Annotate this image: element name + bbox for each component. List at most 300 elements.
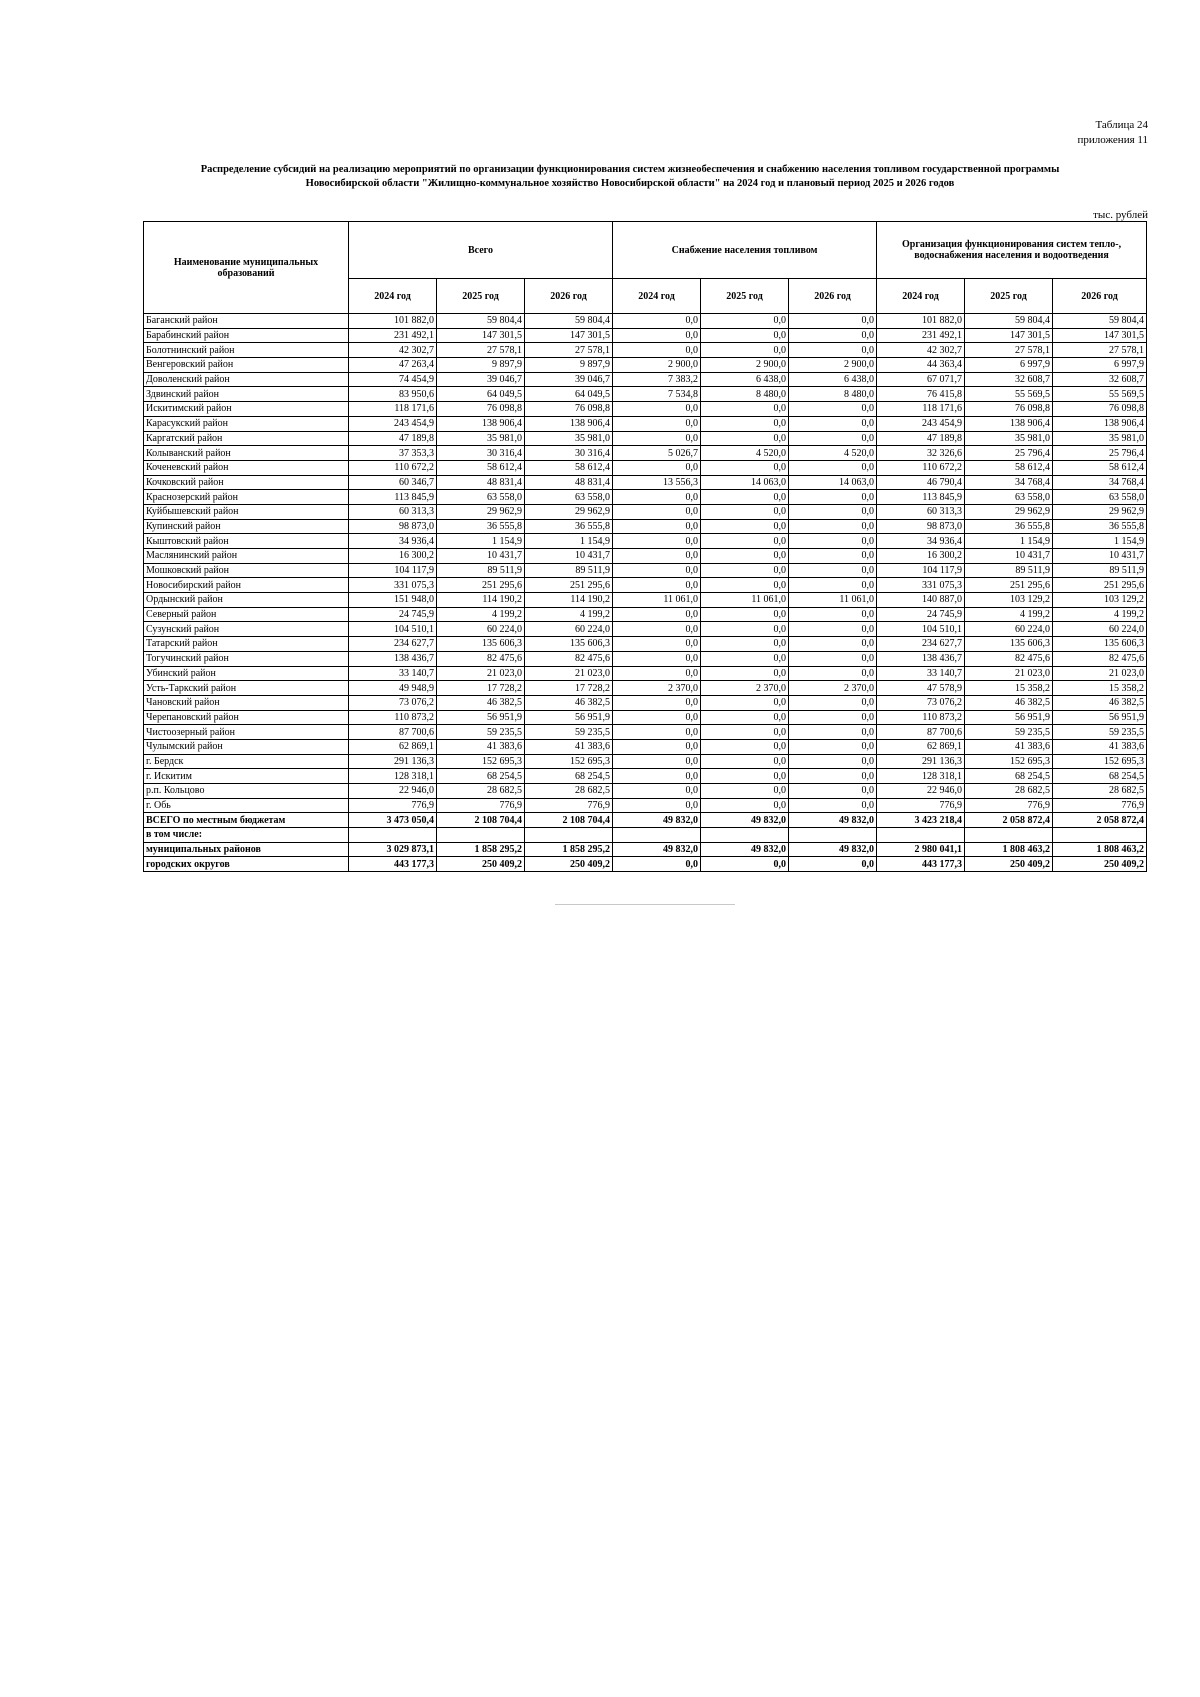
value-cell: 0,0 (701, 314, 789, 329)
value-cell: 0,0 (701, 798, 789, 813)
header-year: 2025 год (701, 279, 789, 314)
value-cell: 0,0 (701, 710, 789, 725)
header-year: 2024 год (613, 279, 701, 314)
row-name-cell: Кочковский район (144, 475, 349, 490)
row-name-cell: Чистоозерный район (144, 725, 349, 740)
value-cell: 1 154,9 (437, 534, 525, 549)
value-cell: 89 511,9 (1053, 563, 1147, 578)
value-cell: 103 129,2 (965, 593, 1053, 608)
value-cell: 231 492,1 (877, 328, 965, 343)
value-cell: 243 454,9 (877, 416, 965, 431)
row-name-cell: Убинский район (144, 666, 349, 681)
value-cell: 56 951,9 (437, 710, 525, 725)
value-cell: 250 409,2 (437, 857, 525, 872)
value-cell: 110 873,2 (877, 710, 965, 725)
value-cell: 0,0 (613, 534, 701, 549)
totals-row (144, 813, 1147, 828)
value-cell: 0,0 (701, 490, 789, 505)
value-cell: 0,0 (789, 416, 877, 431)
row-name-cell: Доволенский район (144, 372, 349, 387)
value-cell: 3 029 873,1 (349, 842, 437, 857)
row-name-cell: Искитимский район (144, 402, 349, 417)
value-cell: 32 608,7 (965, 372, 1053, 387)
table-row (144, 549, 1147, 564)
row-name-cell: Краснозерский район (144, 490, 349, 505)
value-cell: 25 796,4 (965, 446, 1053, 461)
value-cell: 27 578,1 (965, 343, 1053, 358)
table-row (144, 534, 1147, 549)
value-cell: 63 558,0 (1053, 490, 1147, 505)
value-cell: 89 511,9 (965, 563, 1053, 578)
value-cell: 0,0 (701, 563, 789, 578)
value-cell: 58 612,4 (965, 460, 1053, 475)
value-cell: 30 316,4 (437, 446, 525, 461)
value-cell: 41 383,6 (1053, 739, 1147, 754)
value-cell: 0,0 (789, 534, 877, 549)
value-cell: 151 948,0 (349, 593, 437, 608)
value-cell: 60 224,0 (965, 622, 1053, 637)
value-cell: 135 606,3 (965, 637, 1053, 652)
value-cell: 138 906,4 (525, 416, 613, 431)
value-cell: 11 061,0 (613, 593, 701, 608)
value-cell: 16 300,2 (349, 549, 437, 564)
value-cell: 41 383,6 (525, 739, 613, 754)
value-cell: 16 300,2 (877, 549, 965, 564)
value-cell: 291 136,3 (349, 754, 437, 769)
value-cell: 0,0 (613, 431, 701, 446)
value-cell: 47 189,8 (349, 431, 437, 446)
table-row (144, 769, 1147, 784)
table-row (144, 681, 1147, 696)
value-cell: 36 555,8 (437, 519, 525, 534)
row-name-cell: Баганский район (144, 314, 349, 329)
row-name-cell: Коченевский район (144, 460, 349, 475)
value-cell: 113 845,9 (349, 490, 437, 505)
value-cell: 21 023,0 (965, 666, 1053, 681)
value-cell: 114 190,2 (437, 593, 525, 608)
subsidy-table (143, 221, 1147, 872)
header-utilities: Организация функционирования систем тепло-, водоснабжения населения и водоотведения (877, 222, 1147, 279)
row-name-cell: Здвинский район (144, 387, 349, 402)
table-row (144, 754, 1147, 769)
value-cell: 60 224,0 (437, 622, 525, 637)
value-cell (437, 828, 525, 843)
value-cell: 0,0 (613, 519, 701, 534)
row-name-cell: Болотнинский район (144, 343, 349, 358)
value-cell: 62 869,1 (349, 739, 437, 754)
value-cell: 8 480,0 (701, 387, 789, 402)
value-cell: 138 906,4 (965, 416, 1053, 431)
value-cell: 0,0 (789, 651, 877, 666)
value-cell: 138 436,7 (349, 651, 437, 666)
value-cell: 22 946,0 (877, 784, 965, 799)
value-cell: 98 873,0 (877, 519, 965, 534)
value-cell: 4 199,2 (1053, 607, 1147, 622)
row-name-cell: ВСЕГО по местным бюджетам (144, 813, 349, 828)
value-cell: 33 140,7 (877, 666, 965, 681)
row-name-cell: Маслянинский район (144, 549, 349, 564)
value-cell: 63 558,0 (525, 490, 613, 505)
value-cell: 251 295,6 (525, 578, 613, 593)
value-cell: 28 682,5 (525, 784, 613, 799)
value-cell: 251 295,6 (1053, 578, 1147, 593)
value-cell: 0,0 (789, 504, 877, 519)
value-cell: 1 808 463,2 (965, 842, 1053, 857)
value-cell: 17 728,2 (525, 681, 613, 696)
value-cell: 0,0 (789, 857, 877, 872)
value-cell: 0,0 (701, 637, 789, 652)
row-name-cell: Чулымский район (144, 739, 349, 754)
value-cell: 47 578,9 (877, 681, 965, 696)
value-cell (701, 828, 789, 843)
table-row (144, 460, 1147, 475)
value-cell: 11 061,0 (789, 593, 877, 608)
value-cell: 0,0 (701, 578, 789, 593)
value-cell: 135 606,3 (437, 637, 525, 652)
value-cell: 55 569,5 (965, 387, 1053, 402)
value-cell: 9 897,9 (437, 358, 525, 373)
table-row (144, 446, 1147, 461)
value-cell: 2 058 872,4 (965, 813, 1053, 828)
page-divider (555, 904, 735, 905)
value-cell: 41 383,6 (437, 739, 525, 754)
header-name: Наименование муниципальных образований (144, 222, 349, 314)
value-cell: 0,0 (789, 343, 877, 358)
value-cell: 140 887,0 (877, 593, 965, 608)
value-cell: 104 117,9 (877, 563, 965, 578)
value-cell: 60 313,3 (877, 504, 965, 519)
value-cell: 2 980 041,1 (877, 842, 965, 857)
value-cell: 6 997,9 (1053, 358, 1147, 373)
value-cell: 776,9 (349, 798, 437, 813)
table-row (144, 490, 1147, 505)
row-name-cell: р.п. Кольцово (144, 784, 349, 799)
row-name-cell: Каргатский район (144, 431, 349, 446)
table-row (144, 725, 1147, 740)
value-cell: 138 906,4 (1053, 416, 1147, 431)
value-cell: 89 511,9 (437, 563, 525, 578)
value-cell: 776,9 (877, 798, 965, 813)
value-cell: 33 140,7 (349, 666, 437, 681)
value-cell: 152 695,3 (965, 754, 1053, 769)
value-cell: 25 796,4 (1053, 446, 1147, 461)
value-cell: 0,0 (789, 607, 877, 622)
value-cell: 2 900,0 (613, 358, 701, 373)
value-cell: 0,0 (701, 328, 789, 343)
row-name-cell: Новосибирский район (144, 578, 349, 593)
value-cell: 49 832,0 (701, 813, 789, 828)
value-cell: 39 046,7 (525, 372, 613, 387)
value-cell: 49 832,0 (701, 842, 789, 857)
value-cell: 41 383,6 (965, 739, 1053, 754)
value-cell: 0,0 (789, 769, 877, 784)
value-cell: 34 936,4 (877, 534, 965, 549)
header-year: 2024 год (349, 279, 437, 314)
value-cell: 11 061,0 (701, 593, 789, 608)
value-cell: 0,0 (789, 314, 877, 329)
value-cell: 7 534,8 (613, 387, 701, 402)
value-cell: 0,0 (789, 519, 877, 534)
value-cell: 231 492,1 (349, 328, 437, 343)
value-cell: 2 370,0 (789, 681, 877, 696)
value-cell: 64 049,5 (437, 387, 525, 402)
value-cell: 76 415,8 (877, 387, 965, 402)
value-cell: 0,0 (789, 328, 877, 343)
value-cell: 60 313,3 (349, 504, 437, 519)
value-cell: 28 682,5 (437, 784, 525, 799)
value-cell: 0,0 (701, 857, 789, 872)
value-cell: 1 858 295,2 (437, 842, 525, 857)
totals-row (144, 828, 1147, 843)
value-cell: 331 075,3 (877, 578, 965, 593)
value-cell: 49 832,0 (613, 842, 701, 857)
value-cell: 1 154,9 (1053, 534, 1147, 549)
value-cell: 0,0 (789, 725, 877, 740)
value-cell: 36 555,8 (965, 519, 1053, 534)
row-name-cell: Карасукский район (144, 416, 349, 431)
value-cell: 0,0 (613, 416, 701, 431)
value-cell: 251 295,6 (437, 578, 525, 593)
value-cell: 48 831,4 (437, 475, 525, 490)
value-cell: 34 936,4 (349, 534, 437, 549)
totals-row (144, 842, 1147, 857)
row-name-cell: Татарский район (144, 637, 349, 652)
row-name-cell: Мошковский район (144, 563, 349, 578)
value-cell: 101 882,0 (349, 314, 437, 329)
value-cell: 243 454,9 (349, 416, 437, 431)
value-cell: 58 612,4 (525, 460, 613, 475)
value-cell: 32 326,6 (877, 446, 965, 461)
value-cell: 147 301,5 (965, 328, 1053, 343)
table-row (144, 343, 1147, 358)
value-cell: 34 768,4 (1053, 475, 1147, 490)
header-year: 2024 год (877, 279, 965, 314)
value-cell: 4 199,2 (525, 607, 613, 622)
value-cell: 49 832,0 (789, 813, 877, 828)
value-cell: 3 423 218,4 (877, 813, 965, 828)
value-cell: 73 076,2 (349, 695, 437, 710)
table-row (144, 328, 1147, 343)
value-cell: 68 254,5 (1053, 769, 1147, 784)
value-cell: 59 804,4 (525, 314, 613, 329)
table-row (144, 314, 1147, 329)
value-cell: 250 409,2 (1053, 857, 1147, 872)
value-cell: 234 627,7 (877, 637, 965, 652)
value-cell: 82 475,6 (525, 651, 613, 666)
value-cell: 29 962,9 (965, 504, 1053, 519)
value-cell: 56 951,9 (1053, 710, 1147, 725)
value-cell: 14 063,0 (701, 475, 789, 490)
value-cell: 27 578,1 (437, 343, 525, 358)
header-year: 2026 год (789, 279, 877, 314)
value-cell: 138 906,4 (437, 416, 525, 431)
value-cell: 59 804,4 (1053, 314, 1147, 329)
value-cell: 776,9 (965, 798, 1053, 813)
table-row (144, 666, 1147, 681)
value-cell: 68 254,5 (437, 769, 525, 784)
value-cell: 0,0 (613, 769, 701, 784)
value-cell: 68 254,5 (965, 769, 1053, 784)
appendix-number: приложения 11 (1077, 134, 1148, 146)
row-name-cell: Венгеровский район (144, 358, 349, 373)
value-cell: 6 438,0 (701, 372, 789, 387)
table-row (144, 710, 1147, 725)
value-cell: 0,0 (613, 710, 701, 725)
value-cell: 82 475,6 (1053, 651, 1147, 666)
value-cell: 0,0 (613, 607, 701, 622)
value-cell: 331 075,3 (349, 578, 437, 593)
value-cell: 0,0 (613, 549, 701, 564)
value-cell: 2 370,0 (613, 681, 701, 696)
value-cell: 76 098,8 (1053, 402, 1147, 417)
table-row (144, 504, 1147, 519)
value-cell: 22 946,0 (349, 784, 437, 799)
value-cell: 104 510,1 (349, 622, 437, 637)
value-cell (525, 828, 613, 843)
value-cell: 0,0 (789, 460, 877, 475)
table-row (144, 519, 1147, 534)
value-cell: 42 302,7 (877, 343, 965, 358)
value-cell: 46 790,4 (877, 475, 965, 490)
value-cell: 74 454,9 (349, 372, 437, 387)
value-cell: 2 108 704,4 (437, 813, 525, 828)
value-cell: 147 301,5 (437, 328, 525, 343)
value-cell: 0,0 (701, 431, 789, 446)
value-cell (877, 828, 965, 843)
value-cell: 29 962,9 (525, 504, 613, 519)
value-cell: 0,0 (701, 504, 789, 519)
table-row (144, 651, 1147, 666)
value-cell: 39 046,7 (437, 372, 525, 387)
table-row (144, 798, 1147, 813)
header-fuel: Снабжение населения топливом (613, 222, 877, 279)
value-cell: 0,0 (613, 637, 701, 652)
value-cell: 21 023,0 (437, 666, 525, 681)
value-cell: 24 745,9 (349, 607, 437, 622)
value-cell: 2 370,0 (701, 681, 789, 696)
value-cell: 4 199,2 (965, 607, 1053, 622)
value-cell: 0,0 (701, 739, 789, 754)
value-cell: 46 382,5 (1053, 695, 1147, 710)
value-cell: 58 612,4 (1053, 460, 1147, 475)
value-cell: 56 951,9 (965, 710, 1053, 725)
value-cell: 114 190,2 (525, 593, 613, 608)
table-row (144, 402, 1147, 417)
value-cell: 58 612,4 (437, 460, 525, 475)
value-cell: 103 129,2 (1053, 593, 1147, 608)
value-cell: 251 295,6 (965, 578, 1053, 593)
value-cell: 2 900,0 (789, 358, 877, 373)
value-cell: 10 431,7 (1053, 549, 1147, 564)
row-name-cell: Тогучинский район (144, 651, 349, 666)
value-cell: 47 263,4 (349, 358, 437, 373)
document-title (130, 163, 1130, 191)
value-cell: 60 346,7 (349, 475, 437, 490)
value-cell: 0,0 (789, 549, 877, 564)
value-cell: 21 023,0 (1053, 666, 1147, 681)
value-cell: 98 873,0 (349, 519, 437, 534)
row-name-cell: г. Искитим (144, 769, 349, 784)
value-cell: 0,0 (701, 402, 789, 417)
table-row (144, 475, 1147, 490)
value-cell: 64 049,5 (525, 387, 613, 402)
value-cell: 0,0 (789, 754, 877, 769)
value-cell: 76 098,8 (965, 402, 1053, 417)
value-cell: 10 431,7 (437, 549, 525, 564)
table-body (144, 314, 1147, 872)
value-cell: 29 962,9 (437, 504, 525, 519)
value-cell: 59 804,4 (437, 314, 525, 329)
value-cell: 35 981,0 (525, 431, 613, 446)
row-name-cell: Усть-Таркский район (144, 681, 349, 696)
value-cell: 30 316,4 (525, 446, 613, 461)
value-cell: 104 117,9 (349, 563, 437, 578)
value-cell: 35 981,0 (437, 431, 525, 446)
value-cell (613, 828, 701, 843)
row-name-cell: Северный район (144, 607, 349, 622)
value-cell: 0,0 (613, 563, 701, 578)
value-cell: 5 026,7 (613, 446, 701, 461)
value-cell: 1 808 463,2 (1053, 842, 1147, 857)
value-cell: 13 556,3 (613, 475, 701, 490)
value-cell: 0,0 (701, 754, 789, 769)
row-name-cell: Колыванский район (144, 446, 349, 461)
value-cell: 83 950,6 (349, 387, 437, 402)
totals-row (144, 857, 1147, 872)
value-cell: 250 409,2 (525, 857, 613, 872)
header-year: 2025 год (965, 279, 1053, 314)
value-cell: 291 136,3 (877, 754, 965, 769)
value-cell: 14 063,0 (789, 475, 877, 490)
value-cell: 1 154,9 (965, 534, 1053, 549)
value-cell: 28 682,5 (965, 784, 1053, 799)
row-name-cell: городских округов (144, 857, 349, 872)
table-row (144, 695, 1147, 710)
value-cell: 101 882,0 (877, 314, 965, 329)
value-cell: 0,0 (613, 666, 701, 681)
table-row (144, 607, 1147, 622)
value-cell: 0,0 (701, 651, 789, 666)
value-cell: 35 981,0 (1053, 431, 1147, 446)
value-cell: 87 700,6 (349, 725, 437, 740)
value-cell: 138 436,7 (877, 651, 965, 666)
value-cell: 4 520,0 (789, 446, 877, 461)
value-cell: 0,0 (789, 710, 877, 725)
table-row (144, 784, 1147, 799)
value-cell: 0,0 (613, 328, 701, 343)
value-cell: 135 606,3 (1053, 637, 1147, 652)
value-cell: 128 318,1 (877, 769, 965, 784)
units-label: тыс. рублей (1093, 209, 1148, 221)
row-name-cell: Купинский район (144, 519, 349, 534)
value-cell: 32 608,7 (1053, 372, 1147, 387)
value-cell: 4 520,0 (701, 446, 789, 461)
value-cell: 443 177,3 (877, 857, 965, 872)
value-cell: 0,0 (789, 784, 877, 799)
value-cell: 36 555,8 (525, 519, 613, 534)
value-cell: 59 235,5 (965, 725, 1053, 740)
value-cell: 110 672,2 (877, 460, 965, 475)
value-cell: 0,0 (789, 563, 877, 578)
header-year: 2026 год (1053, 279, 1147, 314)
value-cell: 29 962,9 (1053, 504, 1147, 519)
value-cell: 250 409,2 (965, 857, 1053, 872)
value-cell: 59 235,5 (1053, 725, 1147, 740)
value-cell: 152 695,3 (437, 754, 525, 769)
value-cell: 89 511,9 (525, 563, 613, 578)
table-row (144, 637, 1147, 652)
row-name-cell: Сузунский район (144, 622, 349, 637)
